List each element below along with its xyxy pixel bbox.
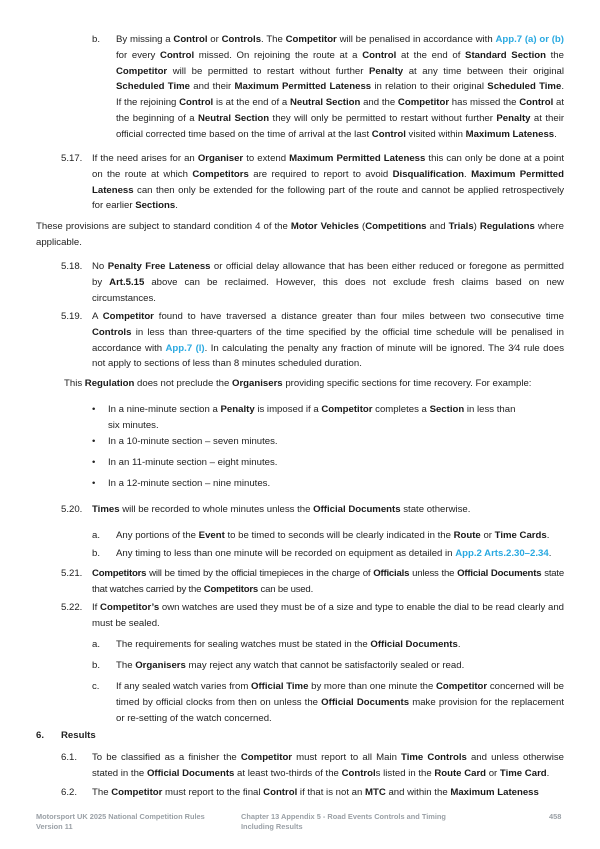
- bullet-icon: •: [92, 457, 96, 468]
- rule-5-21: Competitors will be timed by the official timepieces in the charge of Officials unless the Official Documents state that watches carried by the Competitors can be used.: [92, 568, 565, 595]
- rule-5-17: If the need arises for an Organiser to extend Maximum Permitted Lateness this can only be done at a point on the route at which Competitors are required to report to avoid Disqualification. Maximum Permitted Lateness can then only be extended for the following part of the route and cannot be applied retrospectively for earlier Sections.: [92, 153, 564, 212]
- rule-6-1: To be classified as a finisher the Competitor must report to all Main Time Controls and unless otherwise stated in the Official Documents at least two-thirds of the Controls listed in the Route Card or Time Card.: [92, 752, 564, 779]
- rule-5-20-b: Any timing to less than one minute will be recorded on equipment as detailed in App.2 Arts.2.30–2.34.: [116, 548, 552, 559]
- rule-number: 5.17.: [61, 153, 83, 164]
- bullet-ten-minute: In a 10-minute section – seven minutes.: [108, 436, 278, 447]
- rule-number: 6.1.: [61, 752, 78, 763]
- item-marker: a.: [92, 639, 101, 650]
- bullet-nine-minute: In a nine-minute section a Penalty is imposed if a Competitor completes a Section in less than six minutes.: [108, 404, 516, 431]
- rule-number: 5.18.: [61, 261, 83, 272]
- bullet-twelve-minute: In a 12-minute section – nine minutes.: [108, 478, 271, 489]
- provisions-paragraph: These provisions are subject to standard condition 4 of the Motor Vehicles (Competitions and Trials) Regulations where applicable.: [36, 221, 564, 248]
- rule-number: 5.20.: [61, 504, 83, 515]
- rule-5-18: No Penalty Free Lateness or official delay allowance that has been either reduced or foregone as permitted by Art.5.15 above can be reclaimed. However, this does not exclude fresh claims based on new circumstances.: [92, 261, 564, 304]
- rule-5-22: If Competitor’s own watches are used they must be of a size and type to enable the dial to be read clearly and must be sealed.: [92, 602, 564, 629]
- page-number: 458: [549, 812, 562, 821]
- section-title: Results: [61, 730, 96, 741]
- section-number: 6.: [36, 730, 45, 741]
- link-app2[interactable]: App.2 Arts.2.30–2.34: [455, 548, 549, 559]
- rule-5-20-a: Any portions of the Event to be timed to seconds will be clearly indicated in the Route or Time Cards.: [116, 530, 550, 541]
- rule-number: 5.21.: [61, 568, 83, 579]
- regulation-example-intro: This Regulation does not preclude the Organisers providing specific sections for time recovery. For example:: [64, 378, 532, 389]
- item-marker: b.: [92, 34, 101, 45]
- paragraph-b-missing-control: By missing a Control or Controls. The Competitor will be penalised in accordance with App.7 (a) or (b) for every Control missed. On rejoining the route at a Control at the end of Standard Section the Competitor will be permitted to restart without further Penalty at any time between their original Scheduled Time and their Maximum Permitted Lateness in relation to their original Scheduled Time. If the rejoining Control is at the end of a Neutral Section and the Competitor has missed the Control at the beginning of a Neutral Section they will only be permitted to restart without further Penalty at their official corrected time based on the time of arrival at the last Control visited within Maximum Lateness.: [116, 34, 565, 140]
- link-app7l[interactable]: App.7 (l): [165, 342, 205, 354]
- bullet-icon: •: [92, 478, 96, 489]
- bullet-icon: •: [92, 436, 96, 447]
- rule-number: 5.22.: [61, 602, 83, 613]
- rule-5-22-a: The requirements for sealing watches must be stated in the Official Documents.: [116, 639, 461, 650]
- bullet-icon: •: [92, 404, 96, 415]
- item-marker: a.: [92, 530, 101, 541]
- rule-number: 5.19.: [61, 311, 83, 322]
- rule-5-22-b: The Organisers may reject any watch that cannot be satisfactorily sealed or read.: [116, 660, 465, 671]
- item-marker: b.: [92, 660, 101, 671]
- rule-5-19: A Competitor found to have traversed a distance greater than four miles between two consecutive time Controls in less than three-quarters of the time specified by the official time schedule will be penalised in accordance with App.7 (l). In calculating the penalty any fraction of minute will be ignored. The 3⁄4 rule does not apply to sections of less than 8 minutes scheduled duration.: [92, 311, 564, 370]
- link-app7ab[interactable]: App.7 (a) or (b): [495, 34, 564, 45]
- rule-5-22-c: If any sealed watch varies from Official Time by more than one minute the Competitor concerned will be timed by official clocks from then on unless the Official Documents make provision for the replacement or re-setting of the watch concerned.: [116, 681, 564, 724]
- item-marker: b.: [92, 548, 101, 559]
- rule-6-2: The Competitor must report to the final Control if that is not an MTC and within the Maximum Lateness: [92, 787, 539, 798]
- rule-number: 6.2.: [61, 787, 78, 798]
- item-marker: c.: [92, 681, 100, 692]
- footer-chapter-title: Chapter 13 Appendix 5 - Road Events Controls and Timing Including Results: [241, 812, 446, 831]
- bullet-eleven-minute: In an 11-minute section – eight minutes.: [108, 457, 278, 468]
- footer-document-title: Motorsport UK 2025 National Competition Rules Version 11: [36, 812, 205, 831]
- rule-5-20: Times will be recorded to whole minutes unless the Official Documents state otherwise.: [92, 504, 471, 515]
